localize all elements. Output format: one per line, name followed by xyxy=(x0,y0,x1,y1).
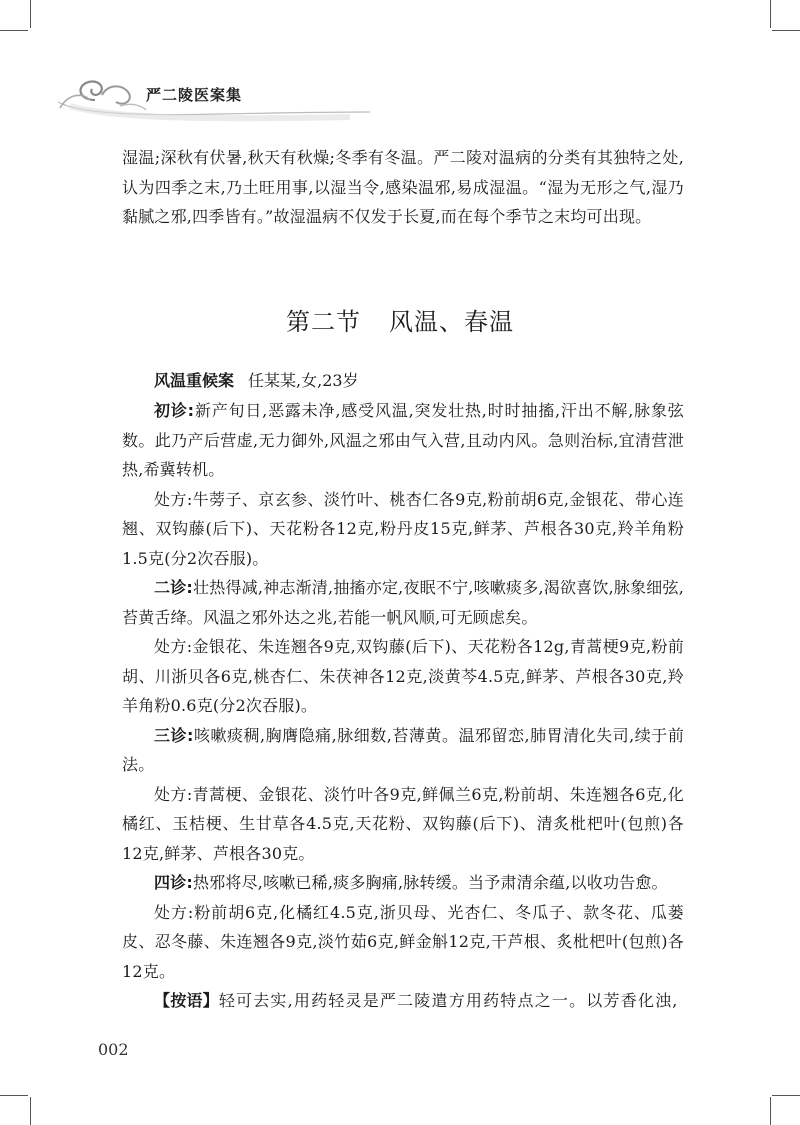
crop-mark xyxy=(772,30,800,31)
prescription-paragraph xyxy=(122,485,684,574)
visit-text: 壮热得减,神志渐清,抽搐亦定,夜眠不宁,咳嗽痰多,渴欲喜饮,脉象细弦,苔黄舌绛。风温之邪外达之兆,若能一帆风顺,可无顾虑矣。 xyxy=(122,578,685,627)
visit-text: 新产旬日,恶露未净,感受风温,突发壮热,时时抽搐,汗出不解,脉象弦数。此乃产后营虚,无力御外,风温之邪由气入营,且动内风。急则治标,宜清营泄热,希冀转机。 xyxy=(122,401,684,479)
crop-mark xyxy=(30,0,31,28)
prescription-paragraph xyxy=(122,898,684,987)
note-text: 轻可去实,用药轻灵是严二陵遣方用药特点之一。以芳香化浊, xyxy=(218,991,679,1010)
prescription-paragraph xyxy=(122,632,684,721)
case-patient: 任某某,女,23岁 xyxy=(248,371,359,390)
prescription-text: 处方:金银花、朱连翘各9克,双钩藤(后下)、天花粉各12g,青蒿梗9克,粉前胡、川浙贝各6克,桃杏仁、朱茯神各12克,淡黄芩4.5克,鲜茅、芦根各30克,羚羊角粉0.6克(分2次吞服)。 xyxy=(122,637,684,715)
note-paragraph xyxy=(122,986,684,1016)
visit-paragraph xyxy=(122,573,684,632)
visit-label: 初诊: xyxy=(154,401,195,420)
crop-mark xyxy=(770,0,771,28)
visit-label: 三诊: xyxy=(154,725,194,745)
page-number: 002 xyxy=(98,1040,129,1059)
visit-paragraph xyxy=(122,868,684,898)
crop-mark xyxy=(772,1095,800,1096)
prescription-paragraph xyxy=(122,780,684,869)
note-label: 【按语】 xyxy=(154,991,219,1010)
section-heading xyxy=(0,302,800,337)
section-number: 第二节 xyxy=(286,308,361,336)
visit-label: 四诊: xyxy=(154,873,193,892)
case-body xyxy=(122,396,684,1016)
prescription-text: 处方:牛蒡子、京玄参、淡竹叶、桃杏仁各9克,粉前胡6克,金银花、带心连翘、双钩藤(后下)、天花粉各12克,粉丹皮15克,鲜茅、芦根各30克,羚羊角粉1.5克(分2次吞服)。 xyxy=(122,489,684,568)
crop-mark xyxy=(0,30,28,31)
section-title: 风温、春温 xyxy=(389,308,514,336)
intro-block xyxy=(122,143,684,232)
book-title: 严二陵医案集 xyxy=(146,86,243,104)
prescription-text: 处方:青蒿梗、金银花、淡竹叶各9克,鲜佩兰6克,粉前胡、朱连翘各6克,化橘红、玉桔梗、生甘草各4.5克,天花粉、双钩藤(后下)、清炙枇杷叶(包煎)各12克,鲜茅、芦根各30克。 xyxy=(122,784,684,863)
prescription-text: 处方:粉前胡6克,化橘红4.5克,浙贝母、光杏仁、冬瓜子、款冬花、瓜蒌皮、忍冬藤、朱连翘各9克,淡竹茹6克,鲜金斛12克,干芦根、炙枇杷叶(包煎)各12克。 xyxy=(122,902,684,981)
running-header xyxy=(50,62,370,122)
visit-text: 热邪将尽,咳嗽已稀,痰多胸痛,脉转缓。当予肃清余蕴,以收功告愈。 xyxy=(193,873,668,892)
crop-mark xyxy=(770,1097,771,1125)
visit-paragraph xyxy=(122,396,684,485)
visit-label: 二诊: xyxy=(154,578,194,597)
intro-paragraph: 湿温;深秋有伏暑,秋天有秋燥;冬季有冬温。严二陵对温病的分类有其独特之处,认为四季之末,乃土旺用事,以湿当令,感染温邪,易成湿温。“湿为无形之气,湿乃黏腻之邪,四季皆有。”故湿温病不仅发于长夏,而在每个季节之末均可出现。 xyxy=(122,148,684,226)
case-title xyxy=(154,368,359,391)
crop-mark xyxy=(0,1095,28,1096)
visit-text: 咳嗽痰稠,胸膺隐痛,脉细数,苔薄黄。温邪留恋,肺胃清化失司,续于前法。 xyxy=(122,725,685,774)
visit-paragraph xyxy=(122,721,684,780)
crop-mark xyxy=(30,1097,31,1125)
case-name: 风温重候案 xyxy=(154,371,235,390)
